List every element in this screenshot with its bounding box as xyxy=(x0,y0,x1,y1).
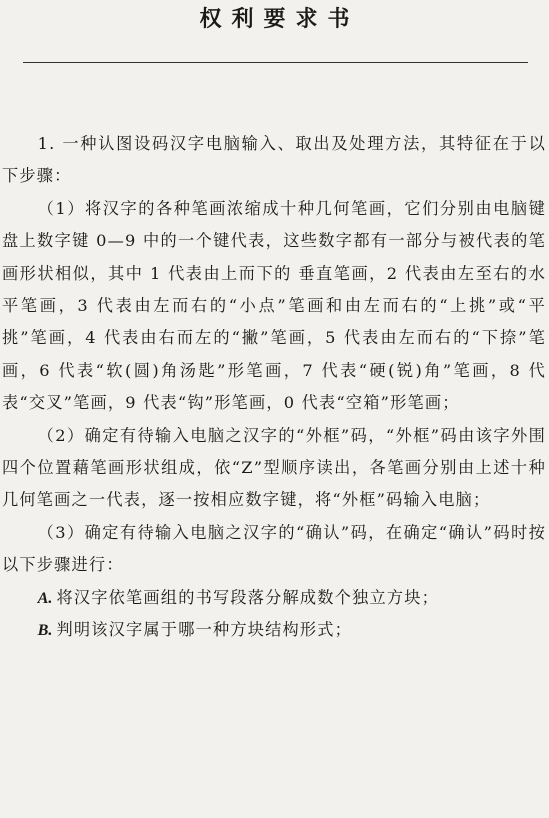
claim-1-step-3: （3）确定有待输入电脑之汉字的“确认”码，在确定“确认”码时按以下步骤进行： xyxy=(2,522,546,575)
claims-body xyxy=(2,128,546,647)
sub-step-a-text: 将汉字依笔画组的书写段落分解成数个独立方块； xyxy=(56,587,440,607)
claim-1-step-2: （2）确定有待输入电脑之汉字的“外框”码，“外框”码由该字外围四个位置藉笔画形状组成，依“Z”型顺序读出，各笔画分别由上述十种几何笔画之一代表，逐一按相应数字键，将“外框”码输入电脑； xyxy=(2,425,546,510)
sub-step-b-text: 判明该汉字属于哪一种方块结构形式； xyxy=(56,620,353,640)
claim-1-intro: 1. 一种认图设码汉字电脑输入、取出及处理方法，其特征在于以下步骤： xyxy=(2,134,546,186)
document-title: 权利要求书 xyxy=(199,6,360,32)
sub-step-a xyxy=(2,582,546,614)
sub-step-b-label: B. xyxy=(37,621,53,640)
title-divider xyxy=(23,62,528,63)
claim-1-step-1: （1）将汉字的各种笔画浓缩成十种几何笔画，它们分别由电脑键盘上数字键 0—9 中的一个键代表，这些数字都有一部分与被代表的笔画形状相似，其中 1 代表由上而下的 垂直笔画，2 代表由左至右的水平笔画，3 代表由左而右的“小点”笔画和由左而右的“上挑”或“平挑”笔画，4 代表由右而左的“撇”笔画，5 代表由左而右的“下捺”笔画，6 代表“软(圆)角汤匙”形笔画，7 代表“硬(锐)角”笔画，8 代表“交叉”笔画，9 代表“钩”形笔画，0 代表“空箱”形笔画； xyxy=(2,198,546,413)
sub-step-b xyxy=(2,614,546,646)
sub-step-a-label: A. xyxy=(37,588,53,607)
